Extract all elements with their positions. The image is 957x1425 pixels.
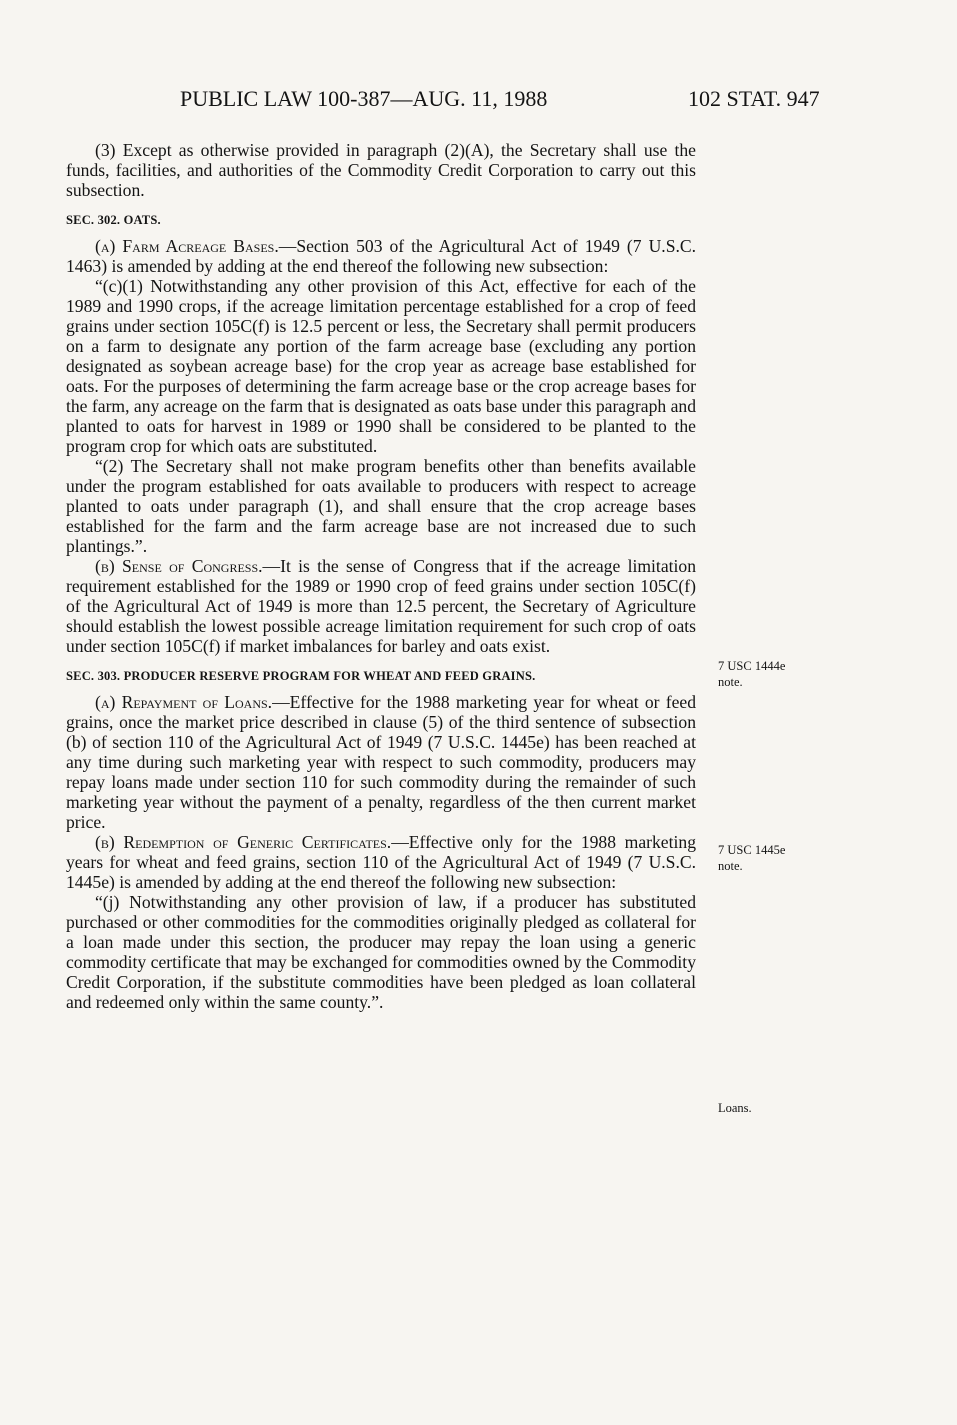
subsection-heading: (a) Repayment of Loans. <box>95 692 273 712</box>
margin-note-citation: 7 USC 1444e <box>718 659 786 673</box>
paragraph-303a <box>66 692 696 832</box>
paragraph-c1: “(c)(1) Notwithstanding any other provision of this Act, effective for each of the 1989 and 1990 crops, if the acreage limitation percentage established for a crop of feed grains under section 105C(f) is 12.5 percent or less, the Secretary shall permit producers on a farm to designate any portion of the farm acreage base (excluding any portion designated as soybean acreage base) for the crop year as acreage base established for oats. For the purposes of determining the farm acreage base or the crop acreage bases for the farm, any acreage on the farm that is designated as oats base under this paragraph and planted to oats for harvest in 1989 or 1990 shall be considered to be planted to the program crop for which oats are substituted. <box>66 276 696 456</box>
paragraph-302a <box>66 236 696 276</box>
body-text <box>66 140 696 1012</box>
subsection-text: —Effective for the 1988 marketing year for wheat or feed grains, once the market price described in clause (5) of the third sentence of subsection (b) of section 110 of the Agricultural Act of 1949 (7 U.S.C. 1445e) has been reached at any time during such marketing year with respect to such commodity, producers may repay loans made under section 110 for such commodity during the remainder of such marketing year without the payment of a penalty, regardless of the then current market price. <box>66 692 696 832</box>
margin-note-label: note. <box>718 859 743 873</box>
margin-note-1444e <box>718 658 785 690</box>
subsection-text: —Section 503 of the Agricultural Act of 1949 (7 U.S.C. 1463) is amended by adding at the end thereof the following new subsection: <box>66 236 697 276</box>
subsection-heading: (a) Farm Acreage Bases. <box>95 236 279 256</box>
margin-note-1445e <box>718 842 785 874</box>
margin-note-loans <box>718 1100 752 1116</box>
header-title: PUBLIC LAW 100-387—AUG. 11, 1988 <box>180 86 548 111</box>
running-header <box>0 86 957 122</box>
paragraph-c2: “(2) The Secretary shall not make program benefits other than benefits available under the program established for oats available to producers with respect to acreage planted to oats under paragraph (1), and shall ensure that the crop acreage bases established for the farm and the farm acreage base are not increased due to such plantings.”. <box>66 456 696 556</box>
subsection-heading: (b) Sense of Congress. <box>95 556 263 576</box>
margin-note-label: note. <box>718 675 743 689</box>
page-number: 102 STAT. 947 <box>688 86 820 111</box>
subsection-heading: (b) Redemption of Generic Certificates. <box>95 832 392 852</box>
paragraph-j: “(j) Notwithstanding any other provision of law, if a producer has substituted purchased or other commodities for the commodities originally pledged as collateral for a loan made under this section, the producer may repay the loan using a generic commodity certificate that may be exchanged for commodities owned by the Commodity Credit Corporation, if the substitute commodities have been pledged as loan collateral and redeemed only within the same county.”. <box>66 892 696 1012</box>
section-303-heading: SEC. 303. PRODUCER RESERVE PROGRAM FOR WHEAT AND FEED GRAINS. <box>66 669 536 683</box>
margin-note-citation: 7 USC 1445e <box>718 843 786 857</box>
subsection-text: —Effective only for the 1988 marketing years for wheat and feed grains, section 110 of the Agricultural Act of 1949 (7 U.S.C. 1445e) is amended by adding at the end thereof the following new subsection: <box>66 832 696 892</box>
paragraph-303b <box>66 832 696 892</box>
paragraph-3: (3) Except as otherwise provided in paragraph (2)(A), the Secretary shall use the funds, facilities, and authorities of the Commodity Credit Corporation to carry out this subsection. <box>66 140 696 200</box>
paragraph-302b <box>66 556 696 656</box>
section-302-heading: SEC. 302. OATS. <box>66 213 161 227</box>
margin-note-label: Loans. <box>718 1101 752 1115</box>
subsection-text: —It is the sense of Congress that if the acreage limitation requirement established for the 1989 or 1990 crop of feed grains under section 105C(f) of the Agricultural Act of 1949 is more than 12.5 percent, the Secretary of Agriculture should establish the lowest possible acreage limitation requirement for such crop of oats under section 105C(f) if market imbalances for barley and oats exist. <box>66 556 696 656</box>
